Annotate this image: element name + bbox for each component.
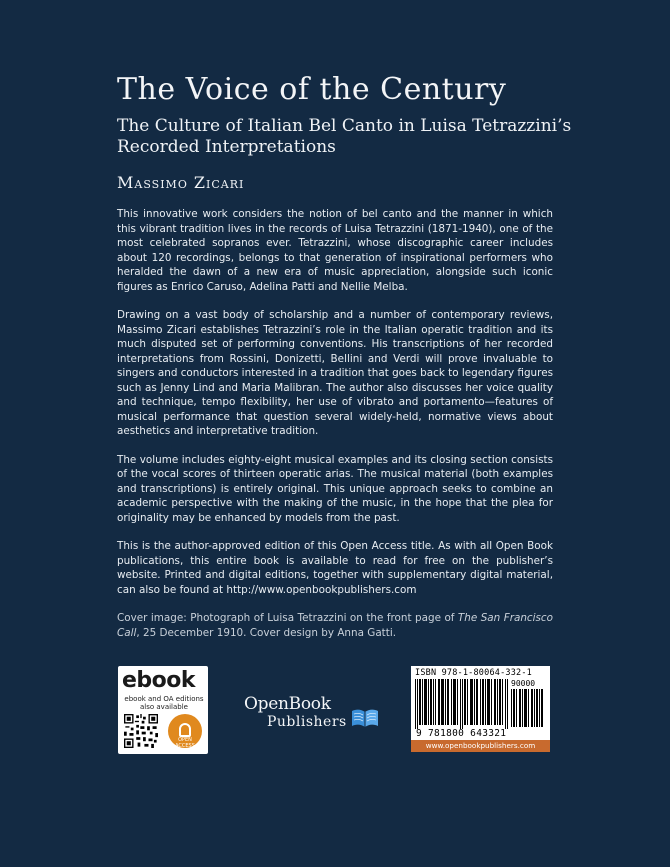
blurb-paragraph-1: This innovative work considers the notion of bel canto and the manner in which this vibrant tradition lives in the records of Luisa Tetrazzini (1871-1940), one of the most celebrated sopranos ever. Tetrazzini, whose discographic career includes about 120 recordings, belongs to that generation of inspirational performers who heralded the dawn of a new era of music appreciation, alongside such iconic figures as Enrico Caruso, Adelina Patti and Nellie Melba. xyxy=(117,208,553,293)
addon-digits: 90000 xyxy=(511,679,536,688)
open-access-icon[interactable] xyxy=(168,714,202,748)
addon-bars xyxy=(511,689,543,727)
book-author xyxy=(117,173,244,192)
qr-code-icon[interactable] xyxy=(124,714,158,748)
credit-prefix: Cover image: Photograph of Luisa Tetrazzini on the front page of xyxy=(117,612,458,624)
blurb-paragraph-4: This is the author-approved edition of this Open Access title. As with all Open Book publications, this entire book is available to read for free on the publisher’s website. Printed and digital editions, together with supplementary digital material, can also be found at http://www.openbookpublishers.com xyxy=(117,540,553,596)
credit-suffix: , 25 December 1910. Cover design by Anna Gatti. xyxy=(136,626,397,639)
publisher-url[interactable]: www.openbookpublishers.com xyxy=(411,740,550,752)
publisher-name: OpenBook xyxy=(244,694,331,714)
blurb-paragraph-3: The volume includes eighty-eight musical examples and its closing section consists of the vocal scores of thirteen operatic arias. The musical material (both examples and transcriptions) is entirely original. This unique approach seeks to combine an academic perspective with the making of the music, in the hope that the plea for originality may be enhanced by models from the past. xyxy=(117,453,553,524)
blurb-paragraph-2: Drawing on a vast body of scholarship and a number of contemporary reviews, Massimo Zicari establishes Tetrazzini’s role in the Italian operatic tradition and its much disputed set of performing conventions. His transcriptions of her recorded interpretations from Rossini, Donizetti, Bellini and Verdi will prove invaluable to singers and conductors interested in a tradition that goes back to legendary figures such as Jenny Lind and Maria Malibran. The author also discusses her voice quality and technique, tempo flexibility, her use of vibrato and portamento—features of musical performance that question several widely-held, normative views about aesthetics and interpretative tradition. xyxy=(117,309,553,437)
open-access-label: OPEN ACCESS xyxy=(175,737,195,749)
lock-icon xyxy=(179,723,191,737)
book-title: The Voice of the Century xyxy=(117,72,507,107)
cover-credit xyxy=(117,611,553,640)
open-book-icon xyxy=(351,706,379,728)
ebook-badge[interactable] xyxy=(118,666,208,754)
author-name: Massimo Zicari xyxy=(117,173,245,192)
barcode-addon xyxy=(511,679,543,727)
publisher-sub: Publishers xyxy=(267,714,347,730)
credit-newspaper: The San Francisco Call xyxy=(117,612,554,639)
book-subtitle: The Culture of Italian Bel Canto in Luisa Tetrazzini’s Recorded Interpretations xyxy=(117,116,572,157)
publisher-logo[interactable] xyxy=(244,694,384,740)
barcode-bars xyxy=(415,679,509,729)
blurb xyxy=(117,207,553,654)
isbn-barcode xyxy=(411,666,550,752)
ebook-caption: ebook and OA editions also available xyxy=(124,695,204,711)
barcode-digits: 9 781800 643321 xyxy=(416,728,507,739)
isbn-text: ISBN 978-1-80064-332-1 xyxy=(415,668,532,678)
ebook-word: ebook xyxy=(122,668,196,693)
